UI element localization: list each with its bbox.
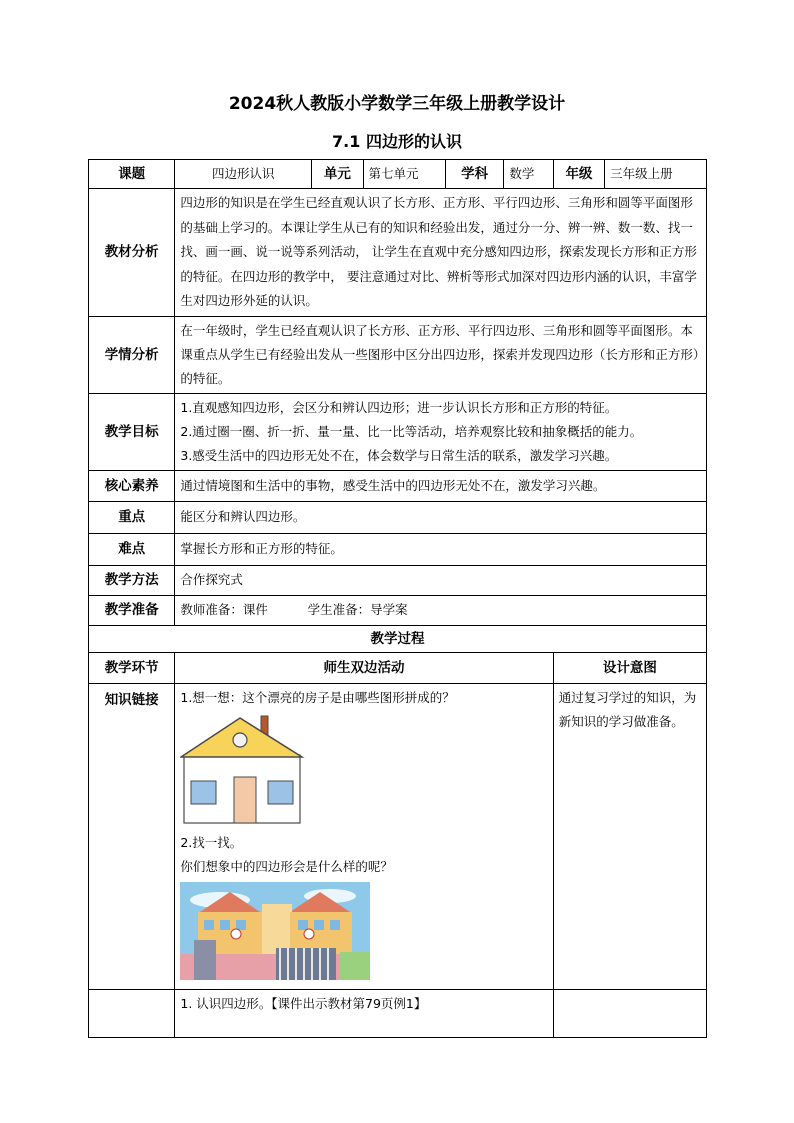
material-text: 四边形的知识是在学生已经直观认识了长方形、正方形、平行四边形、三角形和圆等平面图形的基础上学习的。本课让学生从已有的知识和经验出发，通过分一分、辨一辨、数一数、找一找、画一画、说一说等系列活动， 让学生在直观中充分感知四边形，探索发现长方形和正方形的特征。在四边形的教学中， 要注意通过对比、辨析等形式加深对四边形内涵的认识，丰富学生对四边形外延的认识。 bbox=[175, 189, 707, 317]
info-row bbox=[89, 160, 707, 189]
col-stage-header: 教学环节 bbox=[89, 652, 175, 683]
topic-value: 四边形认识 bbox=[175, 160, 312, 189]
subject-label: 学科 bbox=[445, 160, 504, 189]
goal-item: 2.通过圈一圈、折一折、量一量、比一比等活动，培养观察比较和抽象概括的能力。 bbox=[180, 423, 643, 439]
method-row bbox=[89, 565, 707, 595]
lesson-title: 7.1 四边形的认识 bbox=[332, 132, 462, 151]
difficult-text: 掌握长方形和正方形的特征。 bbox=[175, 533, 707, 565]
unit-label: 单元 bbox=[312, 160, 363, 189]
method-text: 合作探究式 bbox=[175, 565, 707, 595]
activity-2: 1. 认识四边形。【课件出示教材第79页例1】 bbox=[175, 989, 553, 1037]
process-heading-row bbox=[89, 625, 707, 652]
stage-2-label bbox=[89, 989, 175, 1037]
col-intent-header: 设计意图 bbox=[553, 652, 706, 683]
grade-value: 三年级上册 bbox=[605, 160, 707, 189]
process-row-knowledge bbox=[89, 683, 707, 989]
question-3: 你们想象中的四边形会是什么样的呢？ bbox=[180, 858, 393, 874]
difficult-label: 难点 bbox=[89, 533, 175, 565]
goal-item: 1.直观感知四边形，会区分和辨认四边形；进一步认识长方形和正方形的特征。 bbox=[180, 399, 618, 415]
question-1: 1.想一想：这个漂亮的房子是由哪些图形拼成的？ bbox=[180, 689, 455, 705]
method-label: 教学方法 bbox=[89, 565, 175, 595]
process-header-row bbox=[89, 652, 707, 683]
goal-list bbox=[175, 393, 707, 470]
goal-item: 3.感受生活中的四边形无处不在，体会数学与日常生活的联系，激发学习兴趣。 bbox=[180, 447, 618, 463]
material-label: 教材分析 bbox=[89, 189, 175, 317]
core-row bbox=[89, 470, 707, 501]
question-2: 2.找一找。 bbox=[180, 834, 243, 850]
intent-2 bbox=[553, 989, 706, 1037]
process-row-2 bbox=[89, 989, 707, 1037]
subject-value: 数学 bbox=[504, 160, 553, 189]
student-row bbox=[89, 316, 707, 393]
difficult-row bbox=[89, 533, 707, 565]
prep-label: 教学准备 bbox=[89, 595, 175, 625]
key-text: 能区分和辨认四边形。 bbox=[175, 501, 707, 533]
goal-row bbox=[89, 393, 707, 470]
key-label: 重点 bbox=[89, 501, 175, 533]
process-heading: 教学过程 bbox=[89, 625, 707, 652]
document-title: 2024秋人教版小学数学三年级上册教学设计 bbox=[228, 94, 566, 114]
topic-label: 课题 bbox=[89, 160, 175, 189]
unit-value: 第七单元 bbox=[363, 160, 445, 189]
house-image bbox=[180, 713, 306, 825]
prep-row bbox=[89, 595, 707, 625]
grade-label: 年级 bbox=[553, 160, 604, 189]
key-row bbox=[89, 501, 707, 533]
intent-knowledge: 通过复习学过的知识，为新知识的学习做准备。 bbox=[553, 683, 706, 989]
goal-label: 教学目标 bbox=[89, 393, 175, 470]
col-activity-header: 师生双边活动 bbox=[175, 652, 553, 683]
student-label: 学情分析 bbox=[89, 316, 175, 393]
prep-text: 教师准备：课件 学生准备：导学案 bbox=[175, 595, 707, 625]
lesson-plan-table bbox=[88, 159, 707, 1038]
core-label: 核心素养 bbox=[89, 470, 175, 501]
activity-knowledge bbox=[175, 683, 553, 989]
student-text: 在一年级时，学生已经直观认识了长方形、正方形、平行四边形、三角形和圆等平面图形。本课重点从学生已有经验出发从一些图形中区分出四边形，探索并发现四边形（长方形和正方形）的特征。 bbox=[175, 316, 707, 393]
school-scene-image bbox=[180, 882, 370, 980]
material-row bbox=[89, 189, 707, 317]
stage-knowledge-label: 知识链接 bbox=[89, 683, 175, 989]
core-text: 通过情境图和生活中的事物，感受生活中的四边形无处不在，激发学习兴趣。 bbox=[175, 470, 707, 501]
